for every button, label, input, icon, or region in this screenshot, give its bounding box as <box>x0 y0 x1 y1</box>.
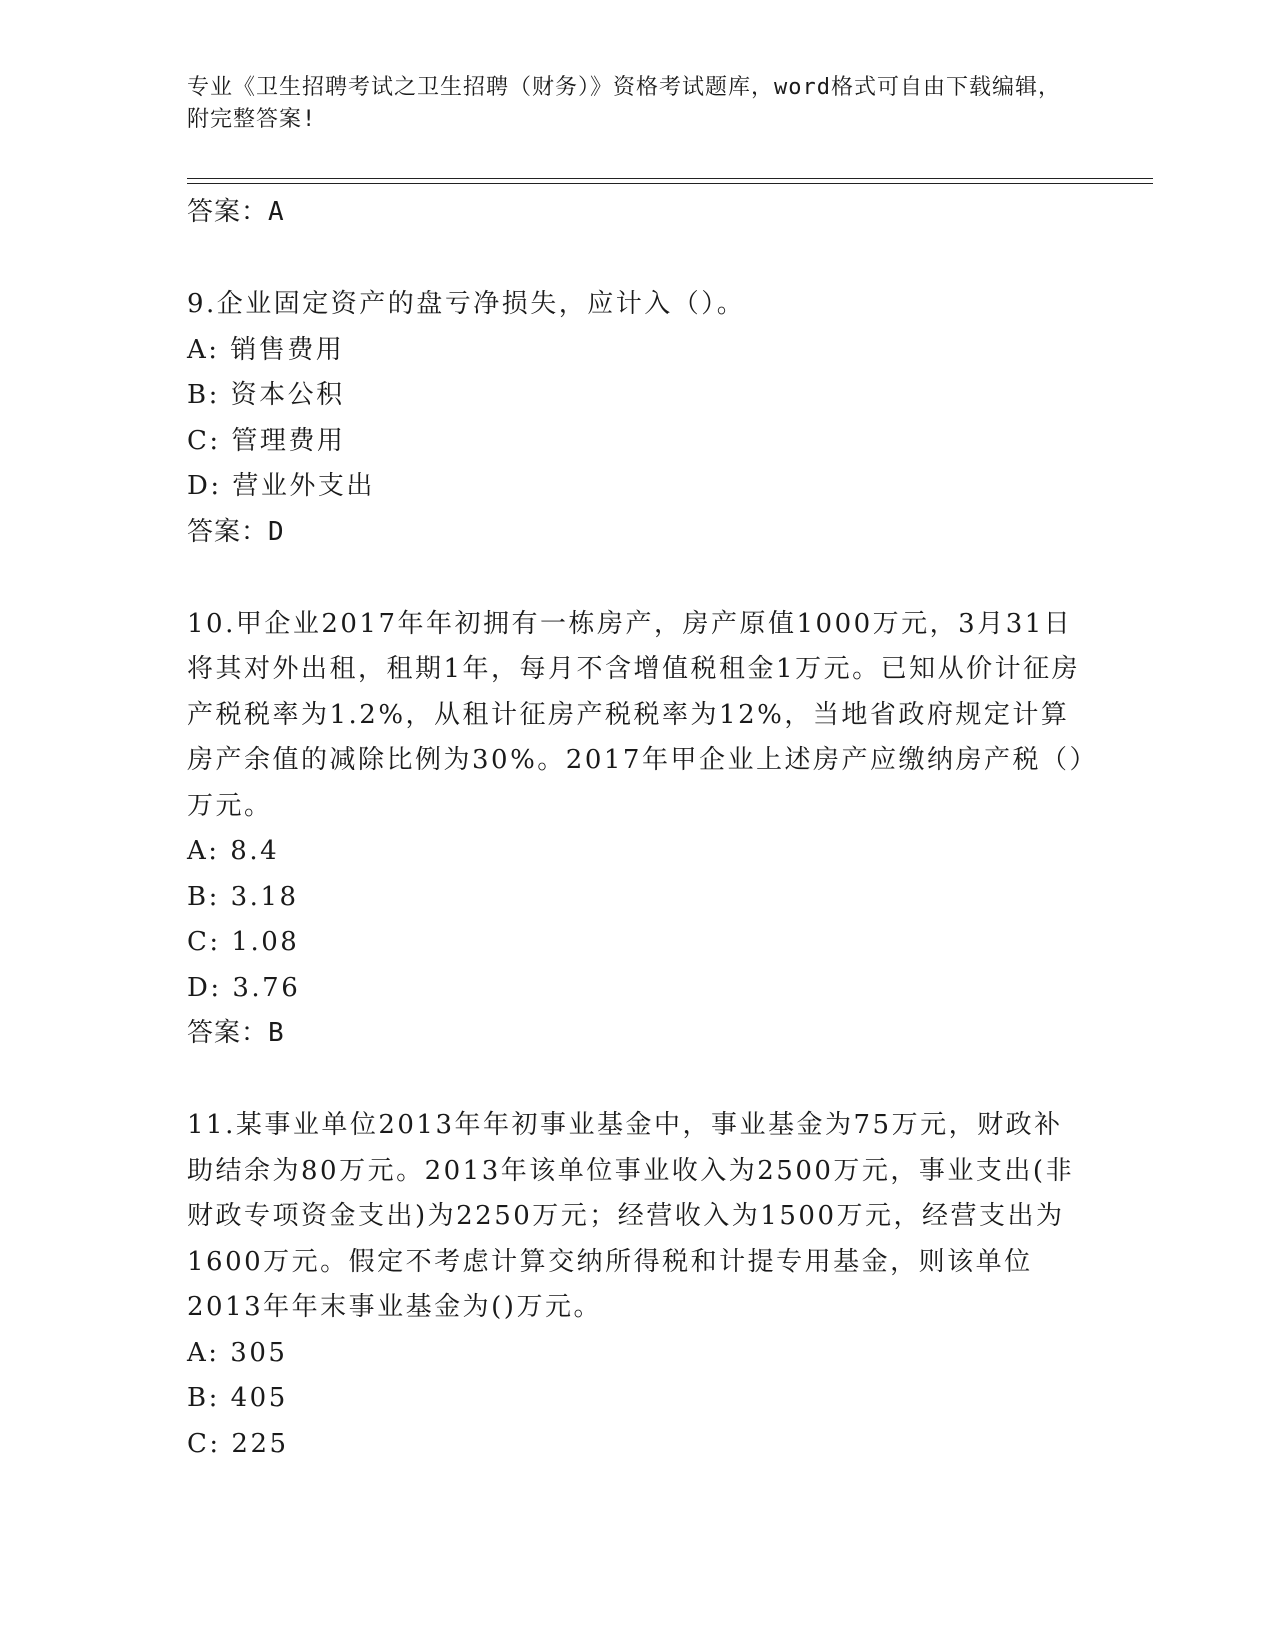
option-a: A: 305 <box>187 1337 288 1368</box>
option-a: A: 销售费用 <box>187 334 345 365</box>
option-b: B: 3.18 <box>187 881 299 912</box>
option-b: B: 405 <box>187 1383 288 1413</box>
page-header: 专业《卫生招聘考试之卫生招聘（财务）》资格考试题库，word格式可自由下载编辑，附完整答案! <box>187 75 1061 132</box>
question-text: 9.企业固定资产的盘亏净损失，应计入（）。 <box>187 289 746 319</box>
option-a: A: 8.4 <box>187 836 280 866</box>
option-c: C: 管理费用 <box>187 425 346 456</box>
header-rule-top <box>187 178 1153 179</box>
answer-label: 答案：D <box>187 516 285 547</box>
question-text: 11.某事业单位2013年年初事业基金中，事业基金为75万元，财政补助结余为80万元。2013年该单位事业收入为2500万元，事业支出(非财政专项资金支出)为2250万元；经营收入为1500万元，经营支出为1600万元。假定不考虑计算交纳所得税和计提专用基金，则该单位2013年年末事业基金为()万元。 <box>187 1110 1075 1322</box>
header-rule-bottom <box>187 183 1153 184</box>
option-c: C: 225 <box>187 1428 289 1459</box>
option-b: B: 资本公积 <box>187 380 345 410</box>
option-d: D: 营业外支出 <box>187 471 375 501</box>
question-text: 10.甲企业2017年年初拥有一栋房产，房产原值1000万元，3月31日将其对外出租，租期1年，每月不含增值税租金1万元。已知从价计征房产税税率为1.2%，从租计征房产税税率为12%，当地省政府规定计算房产余值的减除比例为30%。2017年甲企业上述房产应缴纳房产税（）万元。 <box>187 608 1085 821</box>
answer-label: 答案：B <box>187 1018 285 1048</box>
option-d: D: 3.76 <box>187 972 301 1003</box>
option-c: C: 1.08 <box>187 927 300 957</box>
answer-label: 答案：A <box>187 197 285 227</box>
question-list <box>187 190 1087 1467</box>
